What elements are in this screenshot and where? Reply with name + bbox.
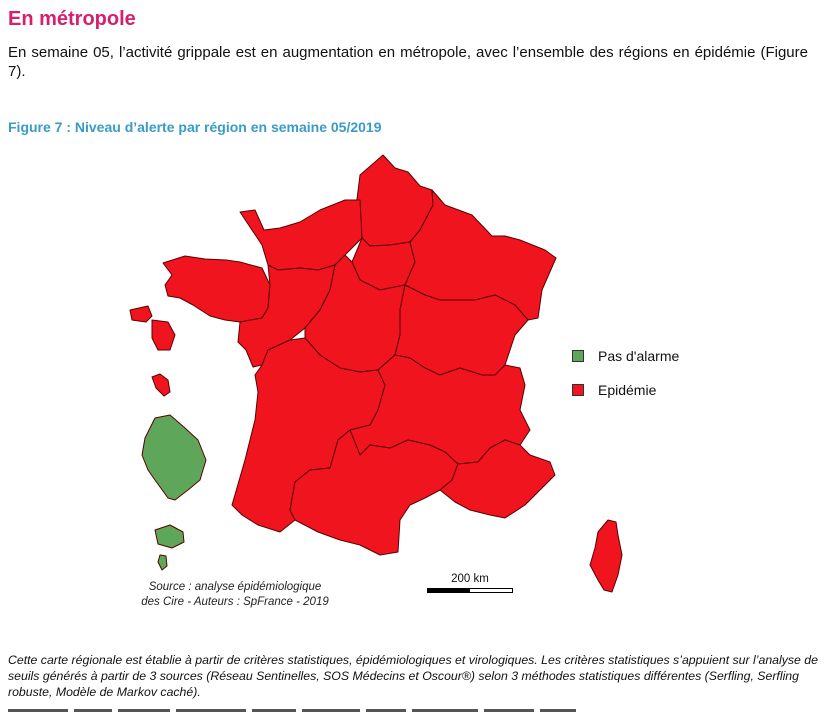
intro-paragraph: En semaine 05, l’activité grippale est en augmentation en métropole, avec l’ensemble des régions en épidémie (Figure 7). xyxy=(8,44,808,80)
figure-title: Figure 7 : Niveau d’alerte par région en semaine 05/2019 xyxy=(8,119,382,135)
scale-bar xyxy=(427,573,513,593)
legend-label-pas-alarme: Pas d'alarme xyxy=(598,348,680,364)
legend-item-epidemie xyxy=(572,380,679,400)
region-la-reunion[interactable] xyxy=(155,525,184,548)
region-guadeloupe[interactable] xyxy=(130,306,175,350)
source-line-1: Source : analyse épidémiologique xyxy=(148,581,322,593)
source-line-2: des Cire - Auteurs : SpFrance - 2019 xyxy=(141,596,329,608)
legend-swatch-epidemie xyxy=(572,384,584,396)
region-martinique[interactable] xyxy=(152,374,170,396)
section-title: En métropole xyxy=(8,8,136,30)
map-source-note xyxy=(130,580,340,610)
france-region-map xyxy=(0,140,824,610)
scale-bar-graphic xyxy=(427,588,513,593)
legend-swatch-pas-alarme xyxy=(572,350,584,362)
legend-item-pas-alarme xyxy=(572,346,679,366)
legend-label-epidemie: Epidémie xyxy=(598,382,657,398)
map-legend xyxy=(572,346,679,414)
region-guyane[interactable] xyxy=(142,415,206,500)
region-corse[interactable] xyxy=(590,520,622,592)
region-mayotte[interactable] xyxy=(158,555,167,570)
region-bretagne[interactable] xyxy=(163,256,270,322)
figure-caption: Cette carte régionale est établie à partir de critères statistiques, épidémiologiques et virologiques. Les critères statistiques s’appuient sur l’analyse de seuils générés à partir de 3 sources (Réseau Sentinelles, SOS Médecins et Oscour®) selon 3 méthodes statistiques différentes (Serfling, Serfling robuste, Modèle de Markov caché). xyxy=(8,653,818,699)
cut-off-text-line xyxy=(8,706,648,714)
scale-label: 200 km xyxy=(451,573,489,585)
